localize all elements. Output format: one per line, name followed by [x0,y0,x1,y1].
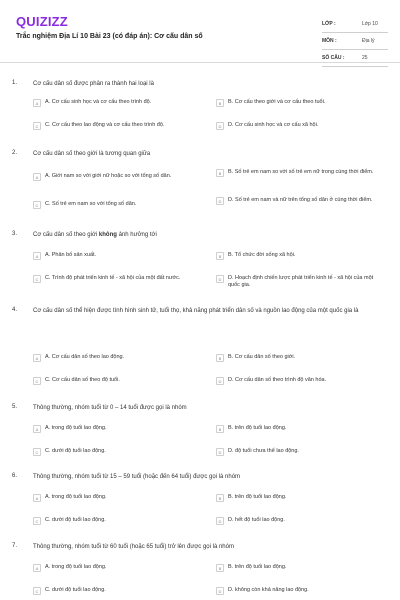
option-letter-box: D [216,377,224,385]
question-number: 3. [12,231,18,237]
option-text: B. Cơ cấu theo giới và cơ cấu theo tuổi. [228,99,326,105]
option-text: B. trên độ tuổi lao động. [228,494,287,500]
option-letter-box: A [33,354,41,362]
option-c[interactable] [33,448,203,456]
option-text: A. trong độ tuổi lao động. [45,564,107,570]
option-b[interactable] [216,252,386,260]
question-text: Cơ cấu dân số theo giới là tương quan giữa [33,151,151,157]
option-text: B. trên độ tuổi lao động. [228,564,287,570]
option-letter-box: A [33,425,41,433]
option-letter-box: A [33,173,41,181]
option-c[interactable] [33,377,203,385]
option-text: D. độ tuổi chưa thể lao động. [228,448,299,454]
option-c[interactable] [33,275,203,283]
option-letter-box: B [216,169,224,177]
option-text: C. dưới độ tuổi lao động. [45,448,106,454]
option-c[interactable] [33,587,203,595]
option-text: A. Phân bố sản xuất. [45,252,97,258]
meta-label: LỚP : [322,21,336,27]
meta-table [322,16,388,67]
question-text: Thông thường, nhóm tuổi từ 15 – 59 tuổi (hoặc đến 64 tuổi) được gọi là nhóm [33,474,241,480]
option-text: D. không còn khả năng lao động. [228,587,309,593]
option-text: D. hết độ tuổi lao động. [228,517,285,523]
option-a[interactable] [33,494,203,502]
option-text: C. Cơ cấu theo lao động và cơ cấu theo trình độ. [45,122,165,128]
option-letter-box: C [33,377,41,385]
meta-value: 25 [362,55,368,61]
option-c[interactable] [33,122,203,130]
option-letter-box: B [216,494,224,502]
question-text: Cơ cấu dân số được phân ra thành hai loại là [33,81,154,87]
option-letter-box: B [216,252,224,260]
option-text: A. Cơ cấu dân số theo lao động. [45,354,125,360]
option-letter-box: D [216,275,224,283]
option-letter-box: D [216,197,224,205]
option-text: C. Số trẻ em nam so với tổng số dân. [45,201,137,207]
option-letter-box: B [216,99,224,107]
option-a[interactable] [33,425,203,433]
option-text: B. Cơ cấu dân số theo giới. [228,354,296,360]
option-d[interactable] [216,197,386,205]
option-b[interactable] [216,354,386,362]
option-d[interactable] [216,587,386,595]
option-letter-box: C [33,448,41,456]
option-text: D. Hoạch định chiến lược phát triển kinh tế - xã hội của một quốc gia. [228,275,374,288]
question-text: Thông thường, nhóm tuổi từ 60 tuổi (hoặc 65 tuổi) trở lên được gọi là nhóm [33,544,234,550]
option-letter-box: B [216,354,224,362]
question-number: 4. [12,307,18,313]
option-letter-box: B [216,564,224,572]
option-a[interactable] [33,354,203,362]
option-c[interactable] [33,201,203,209]
question-text: Cơ cấu dân số theo giới không ảnh hưởng tới [33,232,157,238]
meta-label: MÔN : [322,38,337,44]
option-a[interactable] [33,252,203,260]
option-text: A. trong độ tuổi lao động. [45,425,107,431]
option-letter-box: A [33,494,41,502]
meta-row-count [322,50,388,67]
option-a[interactable] [33,99,203,107]
option-letter-box: A [33,252,41,260]
option-letter-box: C [33,122,41,130]
question-text: Thông thường, nhóm tuổi từ 0 – 14 tuổi được gọi là nhóm [33,405,187,411]
option-letter-box: A [33,99,41,107]
option-text: B. Tổ chức đời sống xã hội. [228,252,296,258]
option-text: A. Cơ cấu sinh học và cơ cấu theo trình độ. [45,99,152,105]
option-b[interactable] [216,99,386,107]
option-d[interactable] [216,377,386,385]
option-letter-box: A [33,564,41,572]
option-text: D. Cơ cấu dân số theo trình độ văn hóa. [228,377,327,383]
option-text: D. Số trẻ em nam và nữ trên tổng số dân ở cùng thời điểm. [228,197,373,203]
option-text: A. trong độ tuổi lao động. [45,494,107,500]
option-text: D. Cơ cấu sinh học và cơ cấu xã hội. [228,122,319,128]
meta-row-subject [322,33,388,50]
page-title: Trắc nghiệm Địa Lí 10 Bài 23 (có đáp án): Cơ cấu dân số [16,33,203,40]
meta-value: Địa lý [362,38,375,44]
option-letter-box: C [33,275,41,283]
option-text: C. dưới độ tuổi lao động. [45,517,106,523]
question-number: 7. [12,543,18,549]
option-b[interactable] [216,425,386,433]
option-letter-box: D [216,587,224,595]
option-letter-box: C [33,587,41,595]
option-c[interactable] [33,517,203,525]
document-header [0,0,400,63]
option-d[interactable] [216,275,386,289]
option-text: C. Cơ cấu dân số theo độ tuổi. [45,377,120,383]
question-text: Cơ cấu dân số thể hiện được tình hình sinh tử, tuổi thọ, khả năng phát triển dân số và nguồn lao động của một quốc gia là [33,308,359,314]
option-text: B. trên độ tuổi lao động. [228,425,287,431]
option-letter-box: C [33,517,41,525]
option-text: C. dưới độ tuổi lao động. [45,587,106,593]
meta-value: Lớp 10 [362,21,378,27]
option-b[interactable] [216,169,386,177]
option-a[interactable] [33,564,203,572]
option-letter-box: B [216,425,224,433]
option-text: C. Trình độ phát triển kinh tế - xã hội của một đất nước. [45,275,181,281]
option-b[interactable] [216,494,386,502]
option-d[interactable] [216,448,386,456]
meta-row-grade [322,16,388,33]
option-text: A. Giới nam so với giới nữ hoặc so với tổng số dân. [45,173,172,179]
option-letter-box: D [216,448,224,456]
option-letter-box: D [216,517,224,525]
option-letter-box: D [216,122,224,130]
question-number: 5. [12,404,18,410]
quizizz-logo: QUIZIZZ [16,14,68,29]
option-b[interactable] [216,564,386,572]
option-d[interactable] [216,122,386,130]
question-number: 1. [12,80,18,86]
question-number: 6. [12,473,18,479]
option-a[interactable] [33,173,203,181]
option-letter-box: C [33,201,41,209]
meta-label: SỐ CÂU : [322,55,345,61]
question-number: 2. [12,150,18,156]
option-text: B. Số trẻ em nam so với số trẻ em nữ trong cùng thời điểm. [228,169,374,175]
option-d[interactable] [216,517,386,525]
